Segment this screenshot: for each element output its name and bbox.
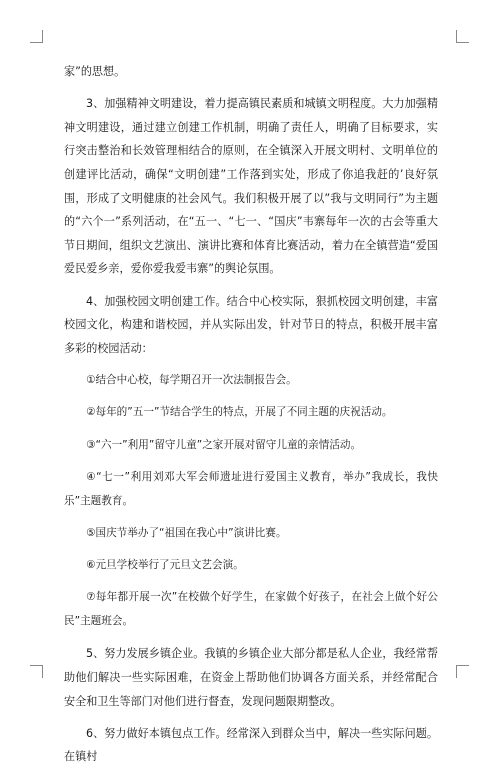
paragraph-contact-point-work: 6、努力做好本镇包点工作。经常深入到群众当中，解决一些实际问题。在镇村	[64, 726, 438, 764]
paragraph-township-enterprises: 5、努力发展乡镇企业。我镇的乡镇企业大部分都是私人企业，我经常帮助他们解决一些实际困难，在资金上帮助他们协调各方面关系，并经常配合安全和卫生等部门对他们进行督查，发现问题限期整改。	[64, 647, 438, 708]
document-body	[64, 60, 438, 778]
list-item: ③“六一”利用”留守儿童”之家开展对留守儿童的亲情活动。	[86, 438, 362, 451]
list-item: ⑦每年都开展一次”在校做个好学生，在家做个好孩子，在社会上做个好公民”主题班会。	[64, 591, 438, 628]
crop-mark-bottom-left	[30, 665, 43, 678]
list-item: ⑥元旦学校举行了元旦文艺会演。	[86, 559, 244, 572]
paragraph-campus-civilization: 4、加强校园文明创建工作。结合中心校实际，狠抓校园文明创建，丰富校园文化，构建和谐校园，并从实际出发，针对节日的特点，积极开展丰富多彩的校园活动：	[64, 294, 438, 355]
paragraph-continuation: 家”的思想。	[64, 65, 126, 78]
crop-mark-bottom-right	[456, 665, 469, 678]
list-item: ⑤国庆节举办了“祖国在我心中”演讲比赛。	[86, 526, 287, 539]
crop-mark-top-left	[30, 30, 43, 43]
paragraph-spiritual-civilization: 3、加强精神文明建设，着力提高镇民素质和城镇文明程度。大力加强精神文明建设，通过建立创建工作机制，明确了责任人，明确了目标要求，实行突击整治和长效管理相结合的原则，在全镇深入开展文明村、文明单位的创建评比活动，确保“文明创建”工作落到实处，形成了你追我赶的’良好氛围，形成了文明健康的社会风气。我们积极开展了以”我与文明同行”为主题的“六个一”系列活动，在“五一、“七一、“国庆”韦寨每年一次的古会等重大节日期间，组织文艺演出、演讲比赛和体育比赛活动，着力在全镇营造“爱国爱民爱乡亲，爱你爱我爱韦寨”的舆论氛围。	[64, 97, 438, 276]
list-item: ②每年的”五一”节结合学生的特点，开展了不同主题的庆祝活动。	[86, 406, 393, 419]
list-item: ①结合中心校，每学期召开一次法制报告会。	[86, 374, 297, 387]
list-item: ④“七一”利用刘邓大军会师遗址进行爱国主义教育，举办”我成长，我快乐”主题教育。	[64, 471, 438, 507]
crop-mark-top-right	[456, 30, 469, 43]
